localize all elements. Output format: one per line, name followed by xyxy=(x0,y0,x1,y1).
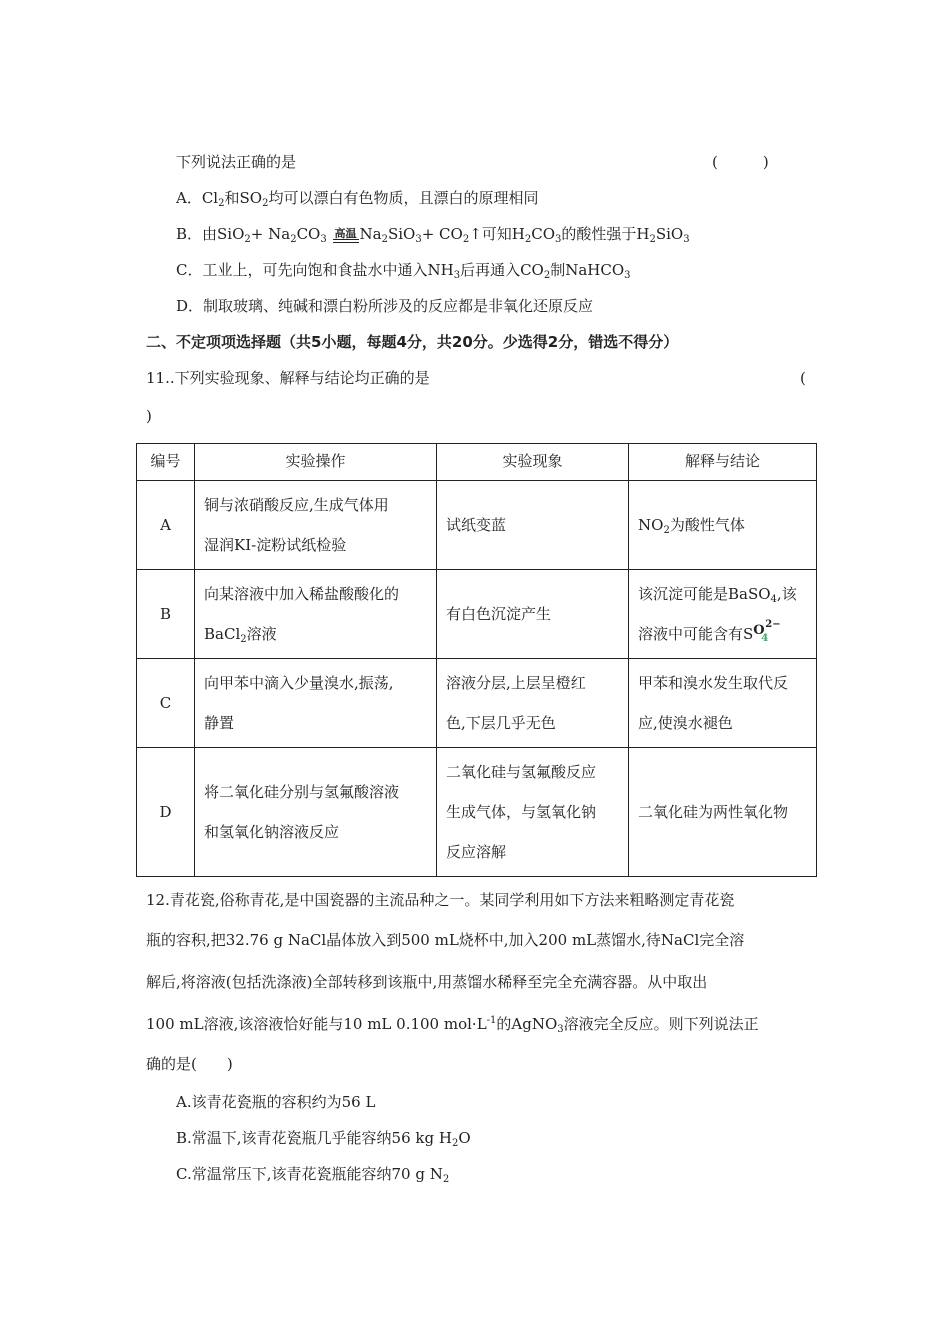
table-header-row xyxy=(137,444,817,481)
q11-stem: 11..下列实验现象、解释与结论均正确的是 xyxy=(146,369,430,387)
q10-option-b: B．由$SiO_2+ Na_2CO_3$ 高温 $Na_2SiO_3+$ $CO_2↑$可知$H_2CO_3$的酸性强于$H_2SiO_3$ xyxy=(176,225,690,245)
section-heading: 二、不定项项选择题（共5小题，每题4分，共20分。少选得2分，错选不得分） xyxy=(146,333,679,351)
row-id: B xyxy=(137,570,195,659)
reaction-condition-arrow: 高温 xyxy=(332,228,360,243)
row-id: D xyxy=(137,748,195,877)
header-conclusion: 解释与结论 xyxy=(629,444,817,481)
row-id: C xyxy=(137,659,195,748)
q12-line-2: 瓶的容积,把32.76 g NaCl晶体放入到500 mL烧杯中,加入200 mL蒸馏水,待NaCl完全溶 xyxy=(146,931,745,949)
q10-option-d: D．制取玻璃、纯碱和漂白粉所涉及的反应都是非氧化还原反应 xyxy=(176,297,594,315)
row-conclusion: 该沉淀可能是BaSO$_4$,该 溶液中可能含有S O 4 2− xyxy=(629,570,817,659)
q12-line-4: 100 mL溶液,该溶液恰好能与10 mL 0.100 $mol\cdot L^{-1}$的AgNO$_3$溶液完全反应。则下列说法正 xyxy=(146,1015,759,1035)
row-phenomenon: 溶液分层,上层呈橙红 色,下层几乎无色 xyxy=(437,659,629,748)
q12-option-b: B.常温下,该青花瓷瓶几乎能容纳56 kg $H_2O$ xyxy=(176,1129,471,1149)
row-operation: 铜与浓硝酸反应,生成气体用 湿润KI-淀粉试纸检验 xyxy=(195,481,437,570)
row-operation: 向某溶液中加入稀盐酸酸化的 BaCl$_2$溶液 xyxy=(195,570,437,659)
table-row xyxy=(137,748,817,877)
q10-option-c: C．工业上，可先向饱和食盐水中通入$NH_3$后再通入$CO_2$制NaHCO$_3$ xyxy=(176,261,631,281)
row-id: A xyxy=(137,481,195,570)
q12-line-1: 12.青花瓷,俗称青花,是中国瓷器的主流品种之一。某同学利用如下方法来粗略测定青花瓷 xyxy=(146,891,735,909)
row-operation: 将二氧化硅分别与氢氟酸溶液 和氢氧化钠溶液反应 xyxy=(195,748,437,877)
sulfate-ion-formula: O 4 2− xyxy=(753,619,781,644)
q10-stem: 下列说法正确的是 xyxy=(176,153,297,171)
table-row xyxy=(137,481,817,570)
q12-option-a: A.该青花瓷瓶的容积约为56 L xyxy=(176,1093,376,1111)
row-phenomenon: 二氧化硅与氢氟酸反应 生成气体，与氢氧化钠 反应溶解 xyxy=(437,748,629,877)
row-conclusion: $NO_2$为酸性气体 xyxy=(629,481,817,570)
experiment-table xyxy=(136,443,817,877)
q11-bracket-open: ( xyxy=(800,369,806,387)
row-operation: 向甲苯中滴入少量溴水,振荡, 静置 xyxy=(195,659,437,748)
q10-answer-bracket: ( ) xyxy=(712,153,769,171)
table-row xyxy=(137,570,817,659)
row-phenomenon: 有白色沉淀产生 xyxy=(437,570,629,659)
q12-line-5: 确的是( ) xyxy=(146,1055,233,1073)
row-phenomenon: 试纸变蓝 xyxy=(437,481,629,570)
row-conclusion: 二氧化硅为两性氧化物 xyxy=(629,748,817,877)
header-operation: 实验操作 xyxy=(195,444,437,481)
header-phenomenon: 实验现象 xyxy=(437,444,629,481)
q11-bracket-close: ) xyxy=(146,407,152,425)
q12-line-3: 解后,将溶液(包括洗涤液)全部转移到该瓶中,用蒸馏水稀释至完全充满容器。从中取出 xyxy=(146,973,708,991)
table-row xyxy=(137,659,817,748)
header-id: 编号 xyxy=(137,444,195,481)
row-conclusion: 甲苯和溴水发生取代反 应,使溴水褪色 xyxy=(629,659,817,748)
q10-option-a: A．$Cl_2$和$SO_2$均可以漂白有色物质，且漂白的原理相同 xyxy=(176,189,539,209)
q12-option-c: C.常温常压下,该青花瓷瓶能容纳70 g $N_2$ xyxy=(176,1165,450,1185)
